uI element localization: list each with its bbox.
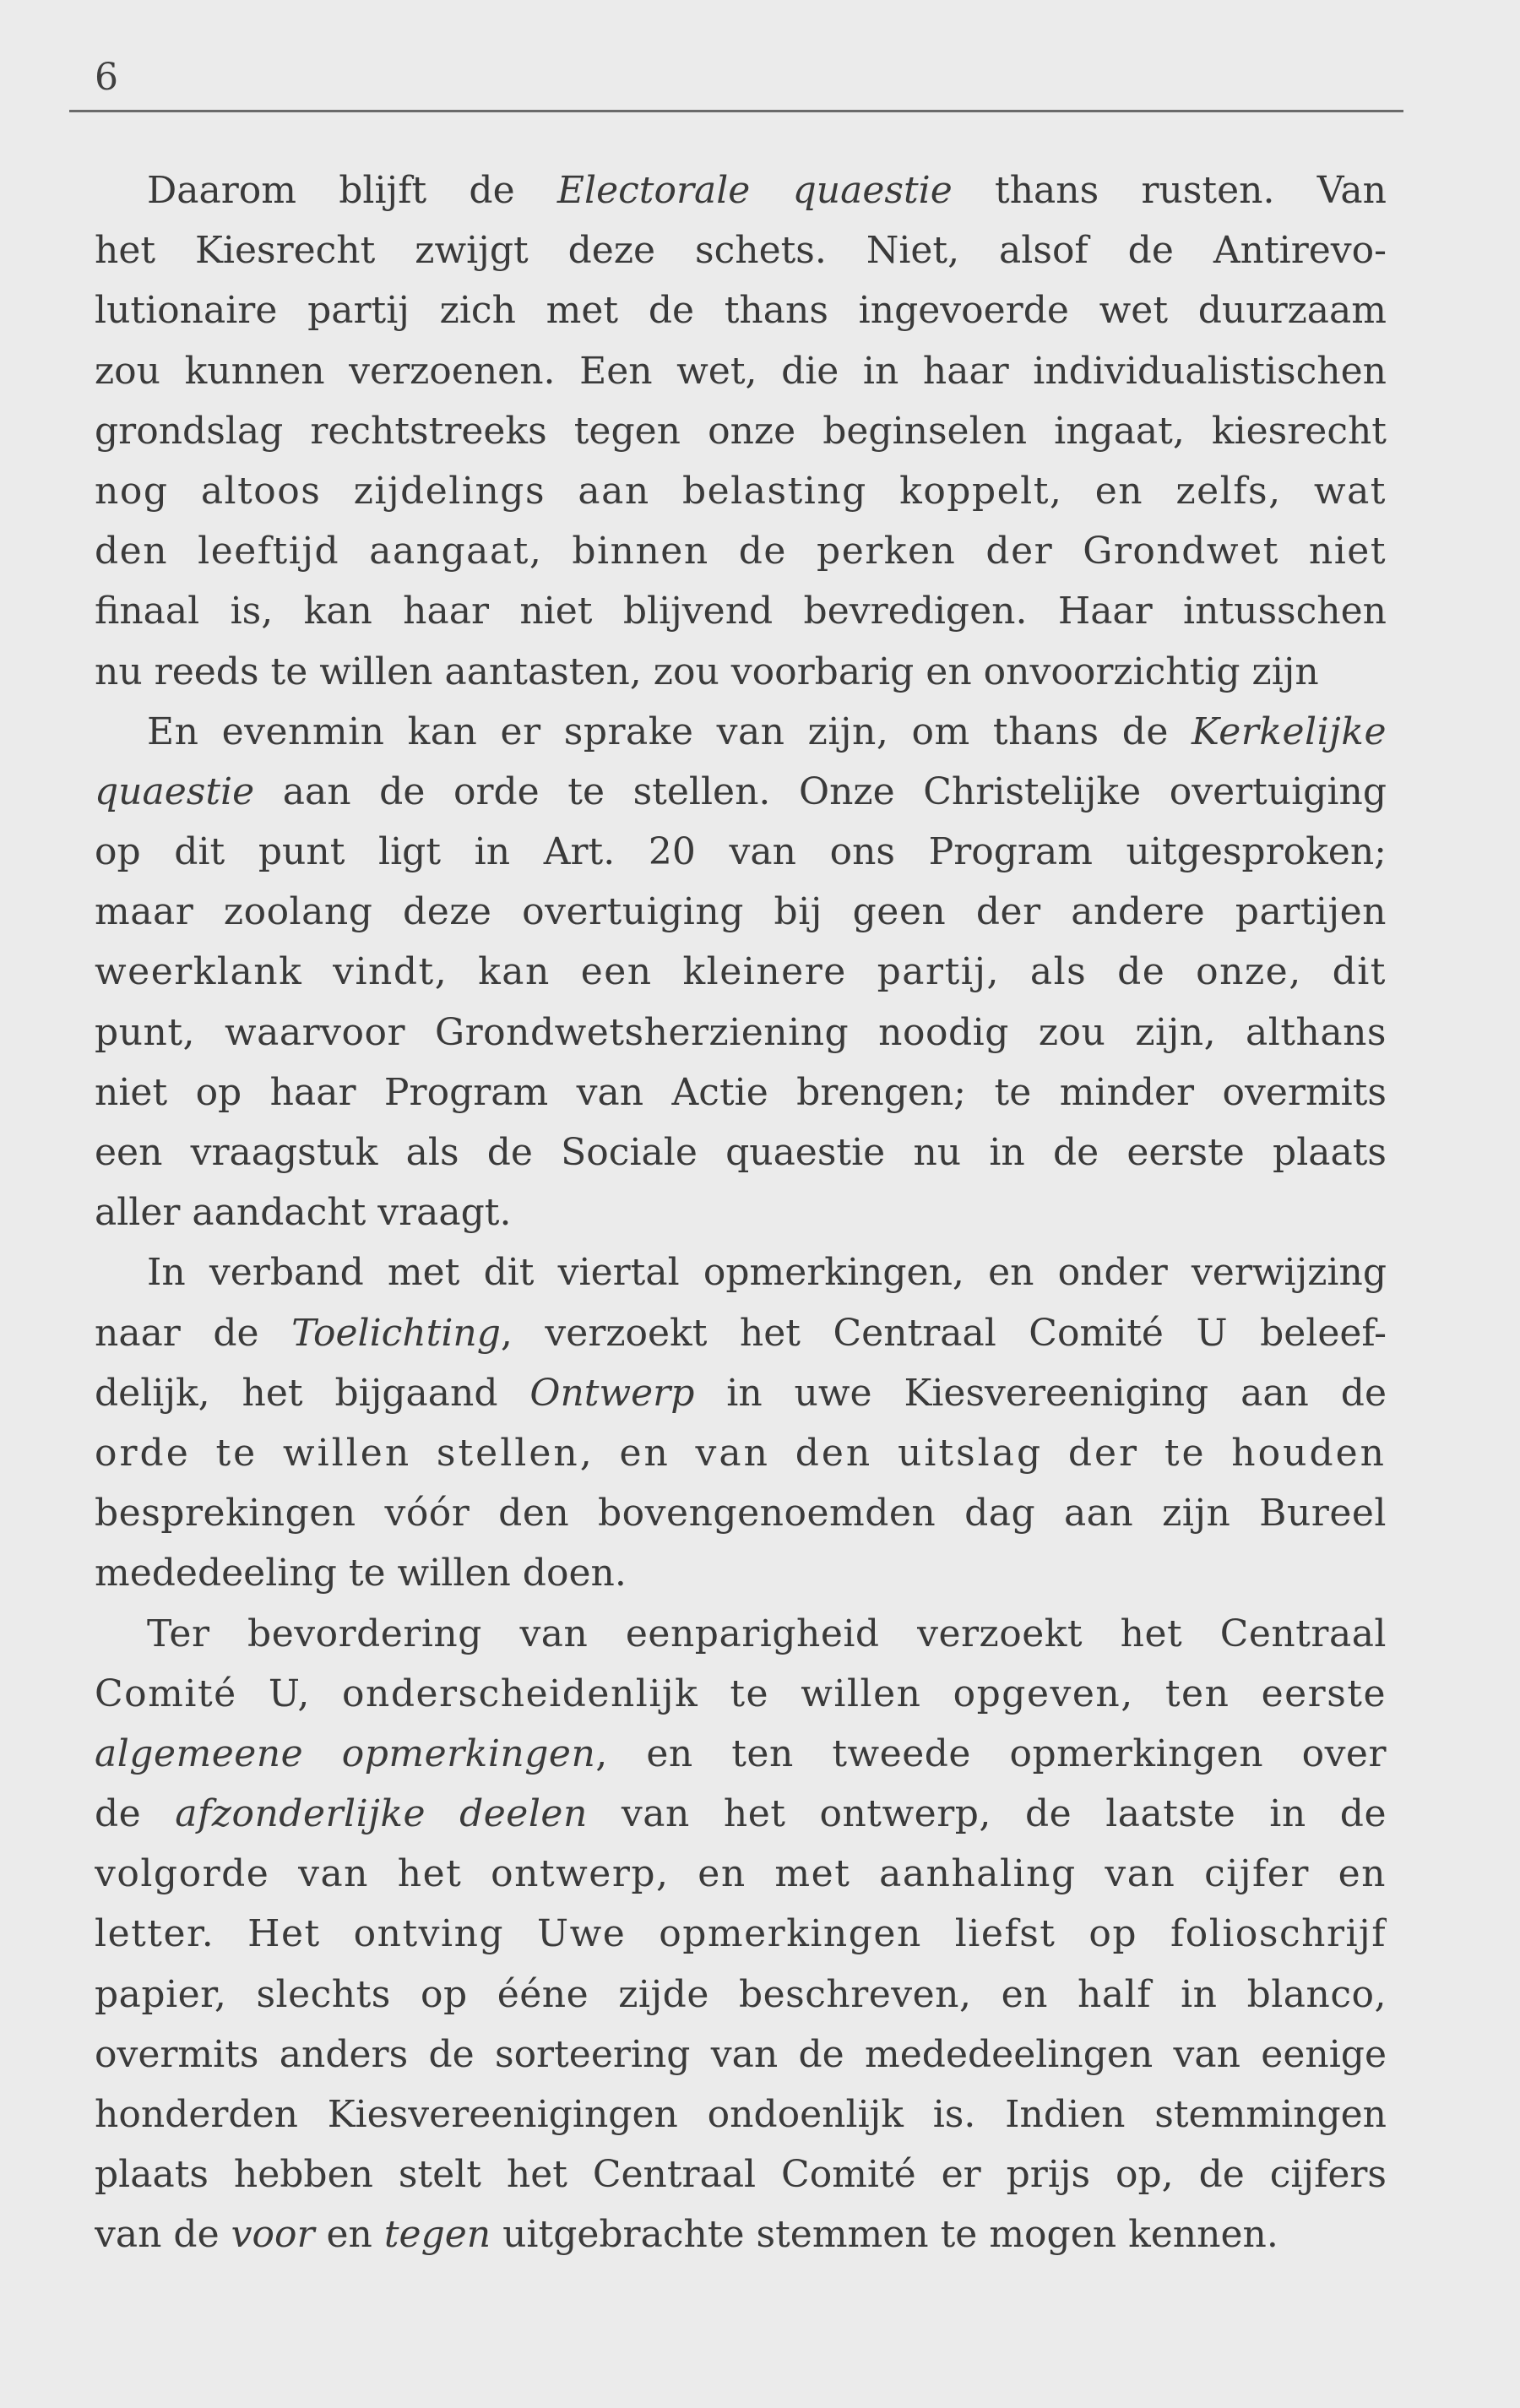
text-run: orde te willen stellen, en van den uitslag der te houden [95, 1431, 1387, 1475]
text-line [95, 1122, 1387, 1182]
italic-phrase: tegen [383, 2213, 491, 2257]
text-run: maar zoolang deze overtuiging bij geen der andere partijen [95, 890, 1387, 934]
text-run: Daarom blijft de [147, 169, 557, 212]
text-line [95, 1363, 1387, 1423]
text-run: volgorde van het ontwerp, en met aanhaling van cijfer en [95, 1852, 1387, 1896]
text-line [95, 702, 1387, 762]
text-run: aan de orde te stellen. Onze Christelijke overtuiging [254, 769, 1387, 813]
text-line [95, 942, 1387, 1002]
text-run: naar de [95, 1311, 292, 1355]
text-line [95, 461, 1387, 521]
text-run: aller aandacht vraagt. [95, 1191, 512, 1235]
text-line [95, 1784, 1387, 1844]
text-run: uitgebrachte stemmen te mogen kennen. [491, 2213, 1278, 2257]
text-run: , verzoekt het Centraal Comité U beleef- [500, 1311, 1387, 1355]
italic-phrase: quaestie [95, 769, 255, 813]
text-run: in uwe Kiesvereeniging aan de [694, 1371, 1387, 1415]
text-line [95, 822, 1387, 882]
text-run: besprekingen vóór den bovengenoemden dag aan zijn Bureel [95, 1492, 1387, 1536]
text-run: de [95, 1792, 176, 1836]
italic-phrase: algemeene opmerkingen [95, 1731, 596, 1775]
text-line [95, 2085, 1387, 2144]
italic-phrase: voor [231, 2213, 315, 2257]
text-run: Comité U, onderscheidenlijk te willen opgeven, ten eerste [95, 1671, 1387, 1715]
text-line [95, 642, 1387, 702]
text-line [95, 521, 1387, 581]
text-line [95, 1543, 1387, 1603]
page-number: 6 [95, 56, 118, 99]
paragraph [95, 702, 1387, 1243]
text-line [95, 1604, 1387, 1664]
text-line [95, 882, 1387, 942]
text-run: plaats hebben stelt het Centraal Comité er prijs op, de cijfers [95, 2153, 1387, 2197]
text-line [95, 1664, 1387, 1724]
text-run: grondslag rechtstreeks tegen onze beginselen ingaat, kiesrecht [95, 409, 1387, 453]
text-run: een vraagstuk als de Sociale quaestie nu in de eerste plaats [95, 1131, 1387, 1174]
text-run: delijk, het bijgaand [95, 1371, 530, 1415]
text-line [95, 1182, 1387, 1242]
italic-phrase: Toelichting [291, 1311, 501, 1355]
text-run: van de [95, 2213, 231, 2257]
text-run: lutionaire partij zich met de thans ingevoerde wet duurzaam [95, 289, 1387, 333]
text-line [95, 1844, 1387, 1904]
paragraph [95, 1604, 1387, 2265]
paragraph [95, 160, 1387, 702]
italic-phrase: Ontwerp [529, 1371, 695, 1415]
header-rule [69, 110, 1403, 112]
text-run: en [314, 2213, 384, 2257]
text-line [95, 1724, 1387, 1784]
text-line [95, 1303, 1387, 1363]
text-line [95, 220, 1387, 280]
text-run: In verband met dit viertal opmerkingen, en onder verwijzing [147, 1251, 1387, 1295]
text-line [95, 1242, 1387, 1302]
text-line [95, 1965, 1387, 2025]
text-run: papier, slechts op ééne zijde beschreven, en half in blanco, [95, 1972, 1387, 2016]
text-line [95, 1904, 1387, 1964]
text-line [95, 401, 1387, 461]
text-run: weerklank vindt, kan een kleinere partij, als de onze, dit [95, 950, 1387, 994]
text-run: nu reeds te willen aantasten, zou voorbarig en onvoorzichtig zijn [95, 650, 1319, 693]
body-text [95, 160, 1387, 2265]
text-run: nog altoos zijdelings aan belasting koppelt, en zelfs, wat [95, 469, 1387, 513]
text-line [95, 1063, 1387, 1122]
text-run: , en ten tweede opmerkingen over [595, 1731, 1387, 1775]
text-line [95, 2204, 1387, 2264]
text-run: den leeftijd aangaat, binnen de perken der Grondwet niet [95, 530, 1387, 573]
text-run: finaal is, kan haar niet blijvend bevredigen. Haar intusschen [95, 590, 1387, 633]
italic-phrase: Kerkelijke [1192, 709, 1387, 753]
text-line [95, 1483, 1387, 1543]
text-run: En evenmin kan er sprake van zijn, om thans de [147, 709, 1192, 753]
text-line [95, 1423, 1387, 1483]
text-run: honderden Kiesvereenigingen ondoenlijk is. Indien stemmingen [95, 2093, 1387, 2136]
italic-phrase: Electorale quaestie [556, 169, 953, 212]
text-line [95, 762, 1387, 822]
text-run: op dit punt ligt in Art. 20 van ons Program uitgesproken; [95, 830, 1387, 874]
text-run: van het ontwerp, de laatste in de [587, 1792, 1387, 1836]
text-line [95, 2025, 1387, 2085]
text-run: het Kiesrecht zwijgt deze schets. Niet, alsof de Antirevo- [95, 229, 1387, 273]
text-run: punt, waarvoor Grondwetsherziening noodig zou zijn, althans [95, 1010, 1387, 1054]
text-line [95, 1003, 1387, 1063]
italic-phrase: afzonderlijke deelen [175, 1792, 588, 1836]
text-line [95, 341, 1387, 401]
text-run: letter. Het ontving Uwe opmerkingen liefst op folioschrijf [95, 1912, 1387, 1956]
text-line [95, 2144, 1387, 2204]
text-run: zou kunnen verzoenen. Een wet, die in haar individualistischen [95, 349, 1387, 393]
text-line [95, 581, 1387, 641]
paragraph [95, 1242, 1387, 1603]
text-run: niet op haar Program van Actie brengen; te minder overmits [95, 1070, 1387, 1114]
text-run: mededeeling te willen doen. [95, 1552, 627, 1595]
text-line [95, 280, 1387, 340]
text-run: thans rusten. Van [952, 169, 1387, 212]
text-line [95, 160, 1387, 220]
text-run: overmits anders de sorteering van de mededeelingen van eenige [95, 2032, 1387, 2076]
text-run: Ter bevordering van eenparigheid verzoekt het Centraal [147, 1612, 1387, 1655]
